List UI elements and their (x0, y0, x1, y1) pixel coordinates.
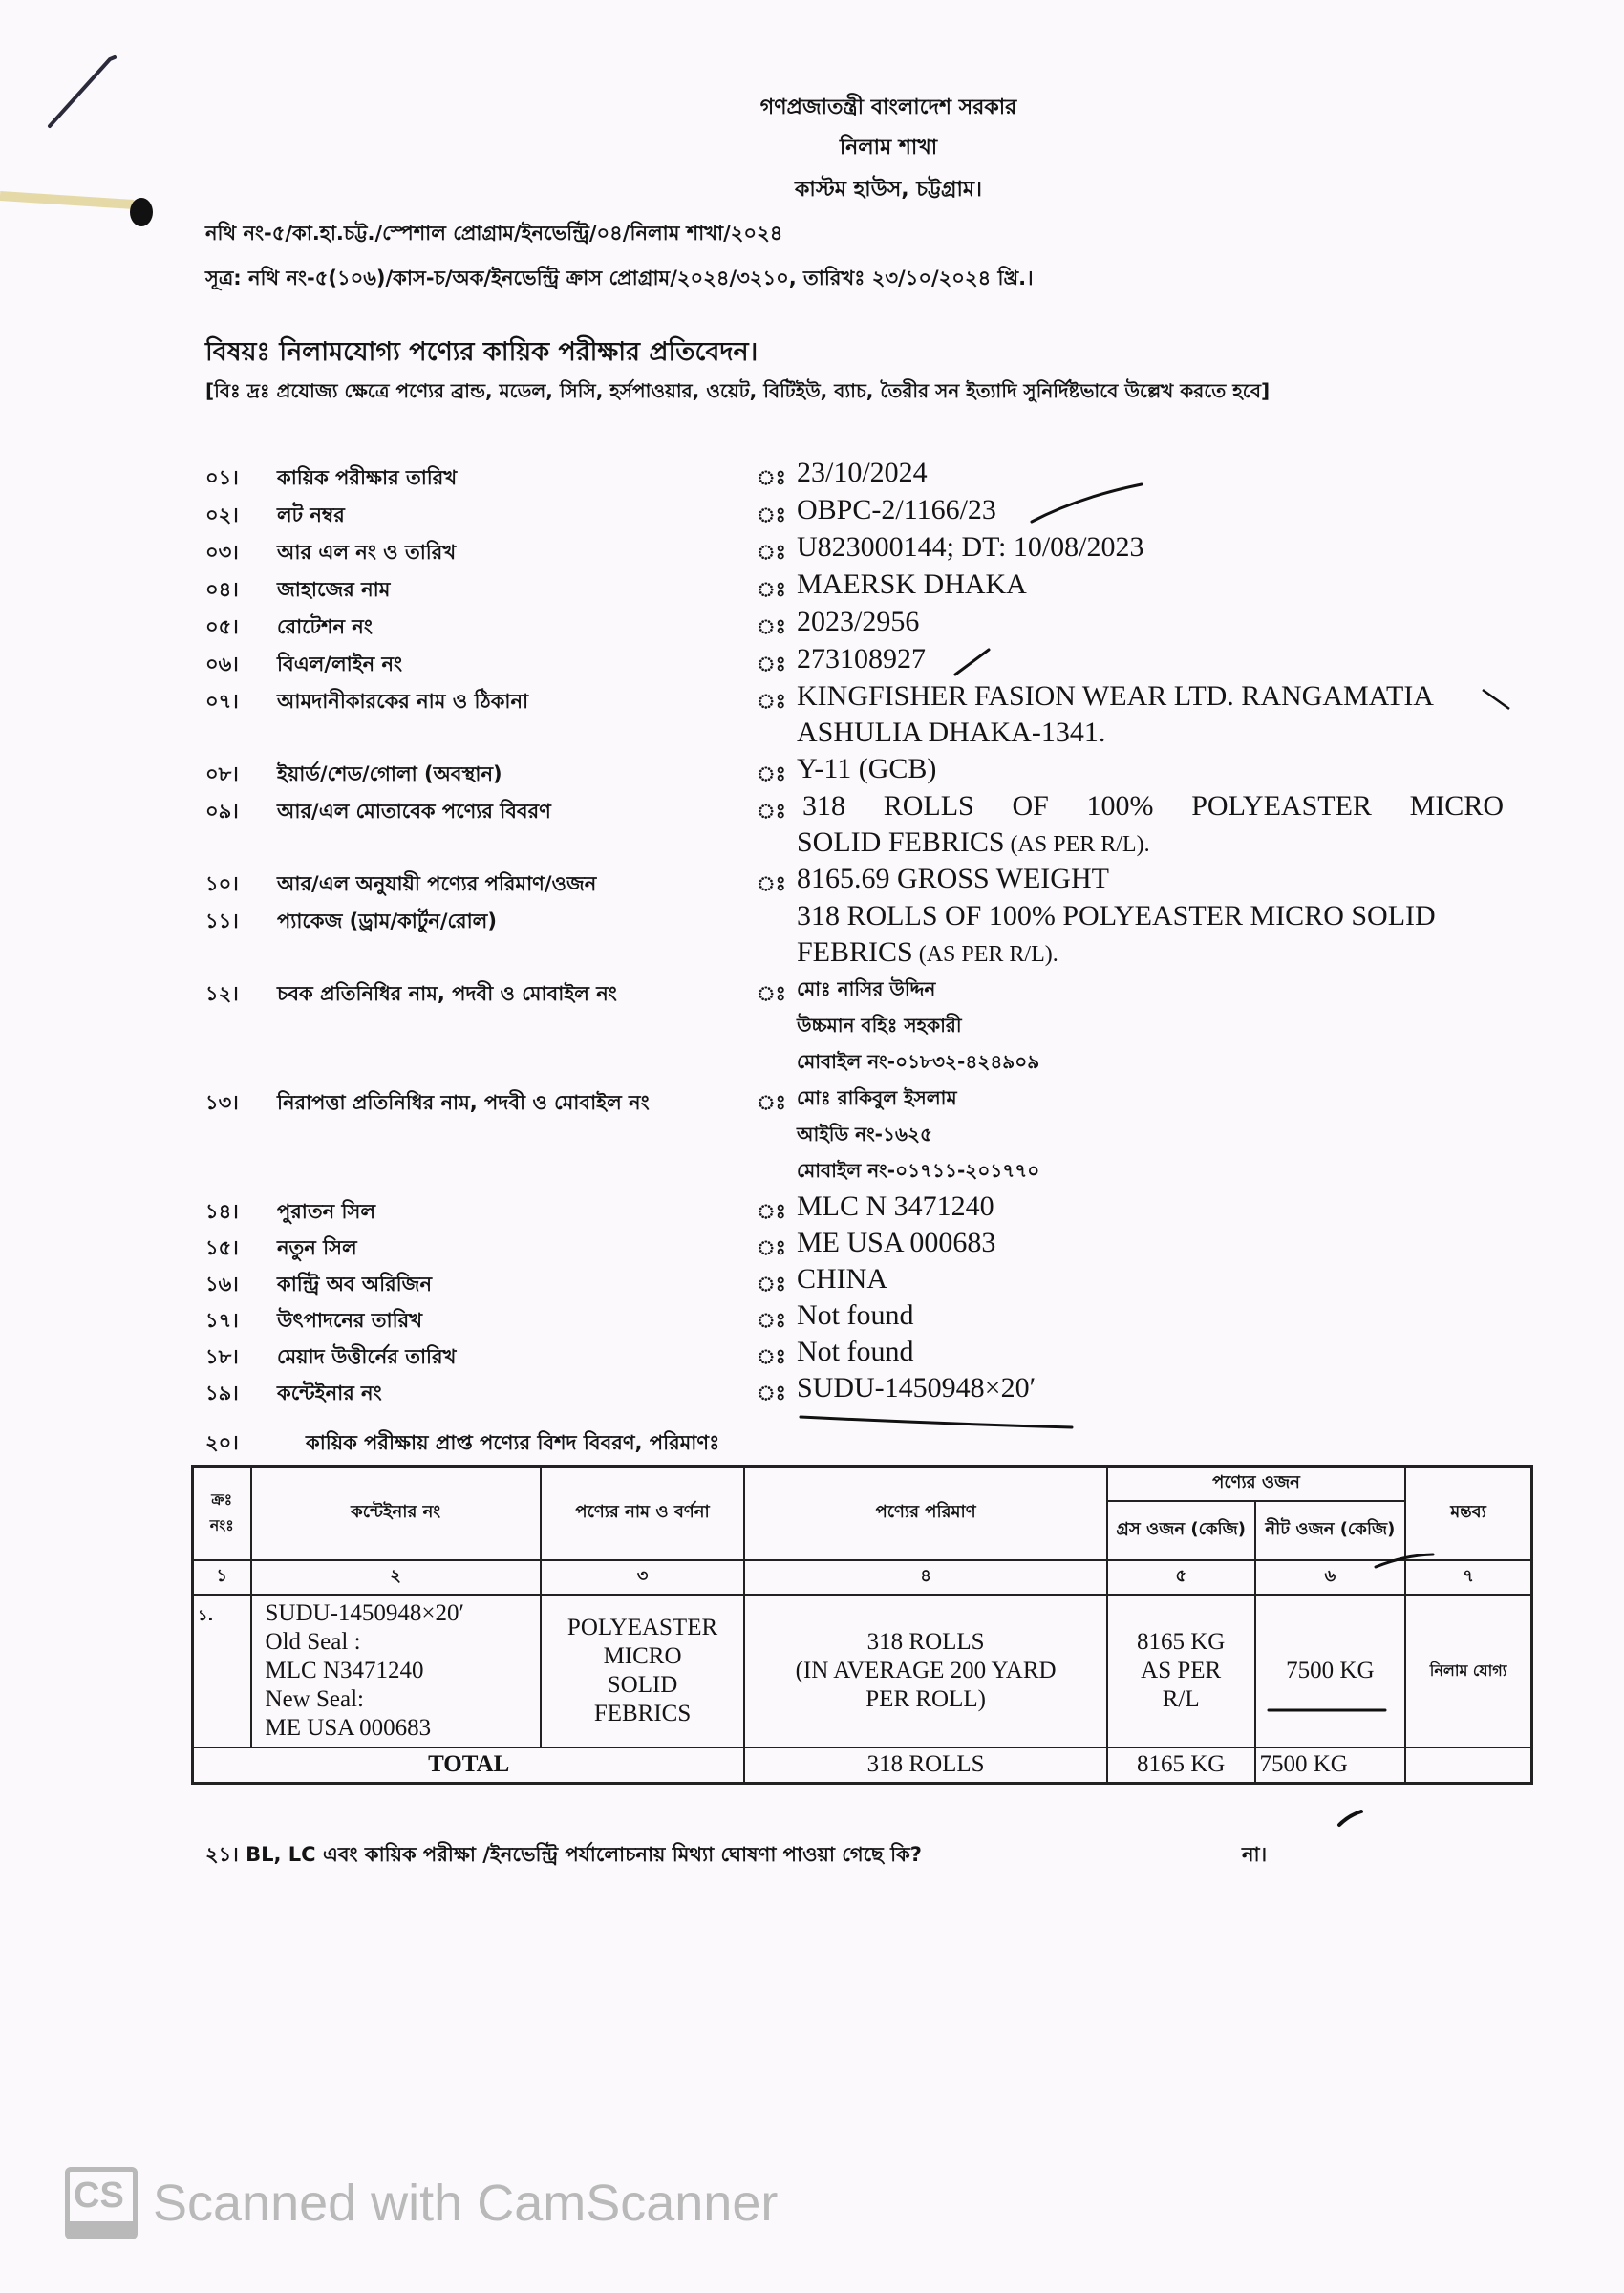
desc-line: POLYEASTER (566, 1614, 718, 1640)
header-quantity: পণ্যের পরিমাণ (744, 1467, 1106, 1560)
field-label: কায়িক পরীক্ষার তারিখ (277, 466, 458, 489)
header-weight-group: পণ্যের ওজন (1107, 1467, 1405, 1501)
field-label: নতুন সিল (277, 1236, 357, 1259)
header-container: কন্টেইনার নং (251, 1467, 541, 1560)
header-net: নীট ওজন (কেজি) (1255, 1501, 1406, 1560)
field-number: ১৪। (205, 1200, 239, 1223)
new-seal-value: ME USA 000683 (265, 1714, 432, 1741)
total-label: TOTAL (193, 1747, 745, 1784)
field-label: আর/এল অনুযায়ী পণ্যের পরিমাণ/ওজন (277, 872, 597, 895)
field-value: SUDU-1450948×20′ (797, 1372, 1036, 1404)
field-label: আর এল নং ও তারিখ (277, 541, 457, 564)
field-label: চবক প্রতিনিধির নাম, পদবী ও মোবাইল নং (277, 982, 617, 1005)
gross-line: R/L (1162, 1685, 1200, 1712)
field-label: ইয়ার্ড/শেড/গোলা (অবস্থান) (277, 762, 502, 785)
description-line-2: SOLID FEBRICS (797, 826, 1005, 858)
package-suffix: (AS PER R/L). (912, 942, 1058, 967)
field-number: ১৩। (205, 1091, 239, 1114)
desc-line: MICRO (603, 1642, 682, 1669)
header-gross: গ্রস ওজন (কেজি) (1107, 1501, 1255, 1560)
field-value (797, 788, 1504, 863)
total-quantity: 318 ROLLS (744, 1747, 1106, 1784)
field-colon: ঃ (757, 762, 786, 785)
field-number: ০৫। (205, 615, 239, 638)
security-rep-id: আইডি নং-১৬২৫ (797, 1123, 932, 1146)
field-value: Not found (797, 1299, 914, 1331)
field-label: কায়িক পরীক্ষায় প্রাপ্ত পণ্যের বিশদ বিবরণ, পরিমাণঃ (306, 1431, 720, 1454)
cell-gross (1107, 1595, 1255, 1747)
port-rep-mobile: মোবাইল নং-০১৮৩২-৪২৪৯০৯ (797, 1050, 1040, 1073)
cell-quantity (744, 1595, 1106, 1747)
field-colon: ঃ (757, 1200, 786, 1223)
field-value: Y-11 (GCB) (797, 753, 937, 784)
section-header: নিলাম শাখা (839, 136, 938, 160)
field-value (797, 1080, 1504, 1189)
field-number: ০৪। (205, 578, 239, 601)
desc-line: SOLID (607, 1671, 678, 1698)
instruction-note: [বিঃ দ্রঃ প্রযোজ্য ক্ষেত্রে পণ্যের ব্রান্ড, মডেল, সিসি, হর্সপাওয়ার, ওয়েট, বিটিইউ, ব্যাচ, তৈরীর সন ইত্যাদি সুনির্দিষ্টভাবে উল্লেখ করতে হবে] (205, 379, 1271, 402)
false-declaration-answer: না। (1242, 1843, 1268, 1866)
col-number: ৪ (744, 1560, 1106, 1595)
field-label: বিএল/লাইন নং (277, 653, 403, 675)
field-colon: ঃ (757, 800, 786, 823)
field-label: রোটেশন নং (277, 615, 373, 638)
field-colon: ঃ (757, 615, 786, 638)
source-reference: সূত্র: নথি নং-৫(১০৬)/কাস-চ/অক/ইনভেন্ট্রি ক্রাস প্রোগ্রাম/২০২৪/৩২১০, তারিখঃ ২৩/১০/২০২৪ খ্রি.। (205, 267, 1034, 289)
field-label: প্যাকেজ (ড্রাম/কার্টুন/রোল) (277, 910, 497, 932)
total-remarks (1405, 1747, 1531, 1784)
old-seal-value: MLC N3471240 (265, 1657, 424, 1683)
field-colon: ঃ (757, 690, 786, 713)
field-value: Not found (797, 1336, 914, 1367)
gross-line: AS PER (1141, 1657, 1222, 1683)
field-colon: ঃ (757, 1382, 786, 1404)
importer-name: KINGFISHER FASION WEAR LTD. RANGAMATIA (797, 680, 1434, 712)
field-value (797, 971, 1504, 1080)
security-rep-name: মোঃ রাকিবুল ইসলাম (797, 1086, 957, 1109)
field-number: ০৬। (205, 653, 239, 675)
field-number: ০৯। (205, 800, 239, 823)
field-label: লট নম্বর (277, 504, 345, 526)
subject-line: বিষয়ঃ নিলামযোগ্য পণ্যের কায়িক পরীক্ষার প্রতিবেদন। (205, 337, 759, 367)
field-colon: ঃ (757, 982, 786, 1005)
package-line-2: FEBRICS (797, 936, 913, 968)
field-colon: ঃ (757, 466, 786, 489)
desc-line: FEBRICS (593, 1700, 692, 1726)
field-value: CHINA (797, 1263, 887, 1295)
field-number: ০৮। (205, 762, 239, 785)
field-value: 8165.69 GROSS WEIGHT (797, 863, 1109, 894)
field-value: ME USA 000683 (797, 1227, 996, 1258)
field-label: কন্টেইনার নং (277, 1382, 382, 1404)
field-value: U823000144; DT: 10/08/2023 (797, 531, 1144, 563)
gross-line: 8165 KG (1137, 1628, 1226, 1655)
field-label: আমদানীকারকের নাম ও ঠিকানা (277, 690, 529, 713)
security-rep-mobile: মোবাইল নং-০১৭১১-২০১৭৭০ (797, 1159, 1040, 1182)
field-colon: ঃ (757, 1091, 786, 1114)
logo-text: CS (74, 2175, 124, 2216)
package-line-1: 318 ROLLS OF 100% POLYEASTER MICRO SOLID (797, 900, 1436, 932)
gov-header: গণপ্রজাতন্ত্রী বাংলাদেশ সরকার (759, 96, 1017, 119)
quantity-line: PER ROLL) (865, 1685, 986, 1712)
field-number: ১৯। (205, 1382, 239, 1404)
field-colon: ঃ (757, 1309, 786, 1332)
field-value: 273108927 (797, 643, 926, 675)
col-number: ৫ (1107, 1560, 1255, 1595)
field-number: ০৭। (205, 690, 239, 713)
field-label: মেয়াদ উত্তীর্নের তারিখ (277, 1345, 457, 1368)
field-colon: ঃ (757, 578, 786, 601)
field-label: উৎপাদনের তারিখ (277, 1309, 422, 1332)
field-label: কান্ট্রি অব অরিজিন (277, 1273, 433, 1296)
false-declaration-question: ২১। BL, LC এবং কায়িক পরীক্ষা /ইনভেন্ট্রি পর্যালোচনায় মিথ্যা ঘোষণা পাওয়া গেছে কি? (205, 1843, 922, 1866)
field-label: পুরাতন সিল (277, 1200, 376, 1223)
field-number: ১৬। (205, 1273, 239, 1296)
col-number: ৭ (1405, 1560, 1531, 1595)
field-colon: ঃ (757, 541, 786, 564)
total-gross: 8165 KG (1107, 1747, 1255, 1784)
field-colon: ঃ (757, 653, 786, 675)
field-colon: ঃ (757, 1273, 786, 1296)
field-value (797, 898, 1504, 973)
field-colon: ঃ (757, 1236, 786, 1259)
description-line-1: 318 ROLLS OF 100% POLYEASTER MICRO (802, 790, 1504, 822)
total-row (193, 1747, 1532, 1784)
camscanner-watermark (65, 2167, 778, 2239)
field-number: ০১। (205, 466, 239, 489)
total-net: 7500 KG (1255, 1747, 1406, 1784)
col-number: ৩ (541, 1560, 745, 1595)
description-suffix: (AS PER R/L). (1004, 832, 1150, 857)
field-number: ১৫। (205, 1236, 239, 1259)
camscanner-logo-icon (65, 2167, 138, 2239)
field-value: 23/10/2024 (797, 457, 928, 488)
column-number-row (193, 1560, 1532, 1595)
header-remarks: মন্তব্য (1405, 1467, 1531, 1560)
file-number: নথি নং-৫/কা.হা.চট্ট./স্পেশাল প্রোগ্রাম/ইনভেন্ট্রি/০৪/নিলাম শাখা/২০২৪ (205, 222, 783, 245)
cell-net: 7500 KG (1255, 1595, 1406, 1747)
field-number: ১৭। (205, 1309, 239, 1332)
field-label: আর/এল মোতাবেক পণ্যের বিবরণ (277, 800, 551, 823)
field-value: MAERSK DHAKA (797, 568, 1027, 600)
field-value: MLC N 3471240 (797, 1190, 994, 1222)
field-colon: ঃ (757, 504, 786, 526)
col-number: ১ (193, 1560, 251, 1595)
old-seal-label: Old Seal : (265, 1628, 361, 1655)
field-number: ১০। (205, 872, 239, 895)
field-number: ০২। (205, 504, 239, 526)
field-label: নিরাপত্তা প্রতিনিধির নাম, পদবী ও মোবাইল নং (277, 1091, 650, 1114)
field-value (797, 678, 1504, 751)
port-rep-designation: উচ্চমান বহিঃ সহকারী (797, 1014, 962, 1037)
container-no: SUDU-1450948×20′ (265, 1599, 464, 1626)
watermark-text: Scanned with CamScanner (153, 2175, 779, 2232)
cell-serial: ১. (193, 1595, 251, 1747)
office-header: কাস্টম হাউস, চট্টগ্রাম। (795, 178, 982, 202)
field-number: ১১। (205, 910, 239, 932)
table-header-row (193, 1467, 1532, 1501)
cell-remarks: নিলাম যোগ্য (1405, 1595, 1531, 1747)
importer-address: ASHULIA DHAKA-1341. (797, 717, 1106, 748)
cell-name-desc (541, 1595, 745, 1747)
field-number: ১৮। (205, 1345, 239, 1368)
field-number: ১২। (205, 982, 239, 1005)
tick-mark (1339, 1811, 1361, 1825)
port-rep-name: মোঃ নাসির উদ্দিন (797, 977, 936, 1000)
field-label: জাহাজের নাম (277, 578, 391, 601)
quantity-line: (IN AVERAGE 200 YARD (795, 1657, 1057, 1683)
col-number: ২ (251, 1560, 541, 1595)
underline-mark (801, 1417, 1072, 1427)
header-serial: ক্রঃ নংঃ (193, 1467, 251, 1560)
field-colon: ঃ (757, 872, 786, 895)
new-seal-label: New Seal: (265, 1685, 364, 1712)
header-name-desc: পণ্যের নাম ও বর্ণনা (541, 1467, 745, 1560)
field-value: 2023/2956 (797, 606, 920, 637)
cell-container (251, 1595, 541, 1747)
field-value: OBPC-2/1166/23 (797, 494, 996, 525)
field-colon: ঃ (757, 1345, 786, 1368)
col-number: ৬ (1255, 1560, 1406, 1595)
quantity-line: 318 ROLLS (866, 1628, 985, 1655)
field-number: ০৩। (205, 541, 239, 564)
field-number: ২০। (205, 1431, 239, 1454)
inspection-table (191, 1465, 1533, 1785)
table-row (193, 1595, 1532, 1747)
